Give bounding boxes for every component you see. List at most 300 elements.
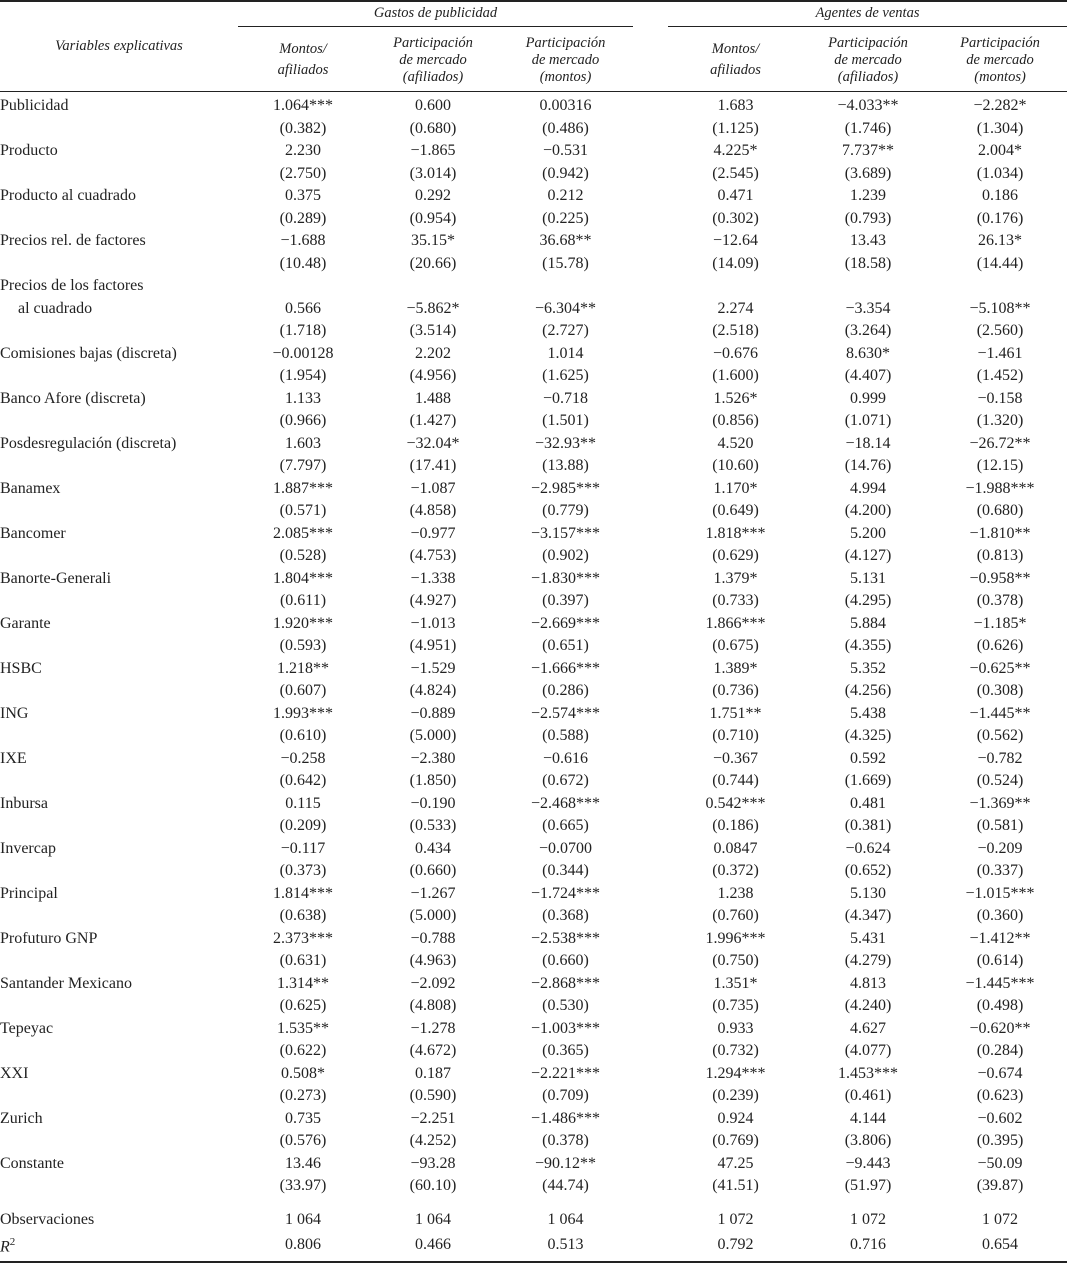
value-cell: −0.782 <box>977 749 1023 767</box>
row-label <box>0 1040 238 1063</box>
table-row-se <box>0 770 1067 793</box>
table-row-coef <box>0 973 1067 996</box>
row-label <box>0 455 238 478</box>
row-label: Posdesregulación (discreta) <box>0 434 177 452</box>
value-cell: −0.00128 <box>272 344 334 362</box>
value-cell: (12.15) <box>976 457 1024 474</box>
value-cell: (0.680) <box>409 119 457 137</box>
gap <box>633 1063 668 1086</box>
row-label: IXE <box>0 749 27 767</box>
table-row-se <box>0 680 1067 703</box>
value-cell: (5.000) <box>409 907 457 924</box>
row-label <box>0 253 238 276</box>
value-cell: (1.718) <box>279 322 327 339</box>
value-cell: (0.675) <box>712 637 759 654</box>
value-cell: (1.034) <box>976 164 1024 182</box>
row-label <box>0 163 238 186</box>
value-cell: (0.308) <box>976 682 1024 699</box>
gap <box>633 163 668 186</box>
table-row-se <box>0 635 1067 658</box>
gap <box>633 680 668 703</box>
column-header <box>803 29 933 92</box>
value-cell: 1.866*** <box>705 614 766 632</box>
gap <box>633 883 668 906</box>
row-label: Producto <box>0 142 58 159</box>
value-cell: −1.988*** <box>965 479 1035 497</box>
value-cell: (4.956) <box>409 367 457 384</box>
value-cell: 1.170* <box>713 479 758 497</box>
column-header-line: (afiliados) <box>402 68 464 85</box>
row-label: Garante <box>0 614 51 632</box>
value-cell: 1 064 <box>415 1210 451 1228</box>
value-cell: (0.709) <box>542 1087 589 1104</box>
value-cell: 2.373*** <box>273 929 333 947</box>
value-cell: (0.735) <box>712 997 759 1014</box>
value-cell: 1.920*** <box>273 614 333 632</box>
row-label <box>0 815 238 838</box>
value-cell: (0.732) <box>712 1042 759 1059</box>
row-label: Constante <box>0 1154 64 1172</box>
value-cell: 4.225* <box>713 142 758 159</box>
value-cell: −0.616 <box>542 749 589 767</box>
value-cell: (0.660) <box>409 862 457 879</box>
value-cell: (4.672) <box>409 1042 457 1059</box>
value-cell: (4.347) <box>844 907 892 924</box>
value-cell: −2.282* <box>973 97 1027 114</box>
table-row-stat <box>0 1231 1067 1262</box>
row-label <box>0 1231 238 1262</box>
value-cell: (0.966) <box>279 412 327 429</box>
value-cell: (1.320) <box>976 412 1024 429</box>
table-row-coef <box>0 1018 1067 1041</box>
value-cell: (51.97) <box>844 1177 892 1194</box>
row-label: Inbursa <box>0 794 48 812</box>
value-cell: 0.654 <box>933 1231 1067 1262</box>
column-header <box>368 29 498 92</box>
table-row-coef <box>0 838 1067 861</box>
value-cell: 7.737** <box>842 142 895 159</box>
value-cell: −2.221*** <box>530 1064 601 1082</box>
gap <box>633 298 668 321</box>
value-cell: (0.588) <box>542 727 589 744</box>
value-cell: (1.071) <box>844 412 892 429</box>
table-row-se <box>0 1130 1067 1153</box>
column-header-line: Montos/ <box>279 41 327 57</box>
value-cell: 8.630* <box>846 344 891 362</box>
value-cell: (0.954) <box>409 209 457 227</box>
value-cell: (0.942) <box>542 164 589 182</box>
value-cell: (4.753) <box>409 547 457 564</box>
value-cell: 1.488 <box>415 389 451 407</box>
row-label <box>0 118 238 141</box>
table-row-coef <box>0 658 1067 681</box>
row-label: Zurich <box>0 1109 43 1127</box>
value-cell: (4.252) <box>409 1132 457 1149</box>
gap <box>633 928 668 951</box>
table-row-se <box>0 815 1067 838</box>
value-cell: 0.792 <box>668 1231 803 1262</box>
value-cell: 0.471 <box>717 187 754 204</box>
table-row-coef <box>0 883 1067 906</box>
row-label: Precios de los factores <box>0 277 144 294</box>
table-row-se <box>0 500 1067 523</box>
value-cell: (39.87) <box>976 1177 1024 1194</box>
value-cell: (0.769) <box>712 1132 759 1149</box>
value-cell: (0.581) <box>976 817 1024 834</box>
value-cell: (0.622) <box>279 1042 327 1059</box>
value-cell: −0.367 <box>713 749 759 767</box>
spacer <box>0 1198 1067 1209</box>
gap <box>633 500 668 523</box>
gap <box>633 613 668 636</box>
table-row-se <box>0 860 1067 883</box>
value-cell: 0.508* <box>281 1064 325 1082</box>
value-cell: −1.529 <box>410 659 456 677</box>
table-row-se <box>0 163 1067 186</box>
value-cell: −2.574*** <box>530 704 601 722</box>
value-cell: (0.176) <box>976 209 1024 227</box>
table-row-coef <box>0 1063 1067 1086</box>
value-cell: 5.200 <box>850 524 887 542</box>
value-cell: −1.445** <box>969 704 1031 722</box>
value-cell: 0.513 <box>498 1231 633 1262</box>
row-label: Tepeyac <box>0 1019 54 1037</box>
gap <box>633 320 668 343</box>
table-row-coef <box>0 1108 1067 1131</box>
value-cell: 0.481 <box>850 794 887 812</box>
value-cell: 5.130 <box>850 884 887 902</box>
value-cell: 35.15* <box>411 232 455 249</box>
value-cell: (44.74) <box>542 1177 589 1194</box>
value-cell: 0.212 <box>547 187 584 204</box>
value-cell: (0.225) <box>542 209 589 227</box>
row-label <box>0 725 238 748</box>
value-cell: (4.927) <box>409 592 457 609</box>
gap <box>633 545 668 568</box>
value-cell: −1.003*** <box>530 1019 601 1037</box>
value-cell: 1 072 <box>982 1210 1019 1228</box>
value-cell: 1.351* <box>713 974 758 992</box>
value-cell: 1 064 <box>285 1210 321 1228</box>
table-row-coef <box>0 140 1067 163</box>
value-cell: −0.977 <box>410 524 456 542</box>
value-cell: 2.274 <box>717 299 754 317</box>
table-row-se <box>0 253 1067 276</box>
value-cell: (10.60) <box>712 457 759 474</box>
value-cell: 0.186 <box>982 187 1019 204</box>
value-cell: (3.264) <box>844 322 892 339</box>
value-cell: (0.638) <box>279 907 327 924</box>
row-label: Banamex <box>0 479 61 497</box>
value-cell: 1.014 <box>547 344 584 362</box>
column-header-line: (afiliados) <box>837 68 899 85</box>
value-cell: (4.951) <box>409 637 457 654</box>
value-cell: 47.25 <box>717 1154 754 1172</box>
value-cell: (0.378) <box>976 592 1024 609</box>
value-cell: 0.542*** <box>705 794 766 812</box>
value-cell: 1.814*** <box>273 884 333 902</box>
value-cell: 4.144 <box>850 1109 887 1127</box>
value-cell: (4.240) <box>844 997 892 1014</box>
value-cell: 4.813 <box>850 974 887 992</box>
value-cell: (0.239) <box>712 1087 759 1104</box>
value-cell: 2.085*** <box>273 524 333 542</box>
value-cell: −1.369** <box>969 794 1031 812</box>
value-cell: (0.378) <box>542 1132 589 1149</box>
value-cell: (4.355) <box>844 637 892 654</box>
value-cell: −0.958** <box>969 569 1031 587</box>
value-cell: 26.13* <box>978 232 1023 249</box>
row-label: Profuturo GNP <box>0 929 98 947</box>
value-cell: 2.004* <box>978 142 1023 159</box>
value-cell: −0.676 <box>713 344 759 362</box>
table-row-se <box>0 905 1067 928</box>
row-label <box>0 500 238 523</box>
row-label: Precios rel. de factores <box>0 232 146 249</box>
value-cell: −90.12** <box>534 1154 597 1172</box>
table-row-coef <box>0 703 1067 726</box>
value-cell: −1.013 <box>410 614 456 632</box>
value-cell: (14.76) <box>844 457 892 474</box>
value-cell: (0.590) <box>409 1087 457 1104</box>
row-label: Comisiones bajas (discreta) <box>0 344 177 362</box>
value-cell: (0.289) <box>279 209 327 227</box>
row-label: Principal <box>0 884 58 902</box>
table-row-coef <box>0 523 1067 546</box>
table-row-coef <box>0 230 1067 253</box>
value-cell: −2.538*** <box>530 929 601 947</box>
value-cell: (0.660) <box>542 952 589 969</box>
value-cell: (0.381) <box>844 817 892 834</box>
gap <box>633 1231 668 1262</box>
value-cell: 4.520 <box>717 434 754 452</box>
value-cell: 0.592 <box>850 749 887 767</box>
table-row-se <box>0 410 1067 433</box>
value-cell: −1.724*** <box>530 884 601 902</box>
value-cell: −1.278 <box>410 1019 456 1037</box>
value-cell: 1.993*** <box>273 704 333 722</box>
value-cell: 0.735 <box>285 1109 321 1127</box>
table-row-coef <box>0 92 1067 118</box>
value-cell: 1.751** <box>709 704 762 722</box>
value-cell: (0.286) <box>542 682 589 699</box>
value-cell: −1.445*** <box>965 974 1035 992</box>
value-cell: (4.127) <box>844 547 892 564</box>
value-cell: (20.66) <box>409 254 457 272</box>
column-header-line: afiliados <box>277 62 329 78</box>
value-cell: (1.452) <box>976 367 1024 384</box>
value-cell: 5.431 <box>850 929 887 947</box>
value-cell: (4.824) <box>409 682 457 699</box>
gap <box>633 1209 668 1232</box>
value-cell: −2.669*** <box>530 614 601 632</box>
value-cell: (10.48) <box>279 254 327 272</box>
value-cell: (3.806) <box>844 1132 892 1149</box>
value-cell: −0.718 <box>542 389 589 407</box>
gap <box>633 635 668 658</box>
value-cell: 1.603 <box>285 434 321 452</box>
value-cell: 1.238 <box>717 884 754 902</box>
r-squared-label: R <box>0 1238 10 1256</box>
value-cell: (0.623) <box>976 1087 1024 1104</box>
value-cell: 0.600 <box>415 97 451 114</box>
value-cell: (4.256) <box>844 682 892 699</box>
table-row-se <box>0 1085 1067 1108</box>
value-cell: 13.43 <box>850 232 887 249</box>
value-cell: 0.924 <box>717 1109 754 1127</box>
value-cell: (0.793) <box>844 209 892 227</box>
value-cell: (0.680) <box>976 502 1024 519</box>
gap <box>633 793 668 816</box>
value-cell: (0.528) <box>279 547 327 564</box>
value-cell: (1.954) <box>279 367 327 384</box>
value-cell: (0.750) <box>712 952 759 969</box>
table-row-se <box>0 995 1067 1018</box>
column-header-line: Montos/ <box>711 41 760 57</box>
table-row-coef <box>0 388 1067 411</box>
gap <box>633 950 668 973</box>
value-cell: 5.131 <box>850 569 887 587</box>
value-cell: 1.818*** <box>705 524 766 542</box>
value-cell: (2.727) <box>542 322 589 339</box>
column-header <box>238 29 368 92</box>
value-cell: −5.108** <box>969 299 1031 317</box>
value-cell: −2.380 <box>410 749 456 767</box>
value-cell: −2.468*** <box>530 794 601 812</box>
table-row-coef <box>0 613 1067 636</box>
row-label: Observaciones <box>0 1210 95 1228</box>
gap <box>633 455 668 478</box>
value-cell: (4.295) <box>844 592 892 609</box>
value-cell: 1.996*** <box>705 929 766 947</box>
value-cell: 0.806 <box>238 1231 368 1262</box>
value-cell: 4.627 <box>850 1019 887 1037</box>
table-row-se <box>0 545 1067 568</box>
value-cell: 1.239 <box>850 187 887 204</box>
value-cell: −1.830*** <box>530 569 601 587</box>
value-cell: −0.625** <box>969 659 1031 677</box>
value-cell: (4.200) <box>844 502 892 519</box>
value-cell: (0.710) <box>712 727 759 744</box>
value-cell: −2.868*** <box>530 974 601 992</box>
gap <box>633 748 668 771</box>
value-cell: 1.804*** <box>273 569 333 587</box>
value-cell: 5.352 <box>850 659 887 677</box>
column-header-line: (montos) <box>539 68 592 85</box>
row-label <box>0 1085 238 1108</box>
row-label <box>0 770 238 793</box>
gap <box>633 703 668 726</box>
value-cell: (0.607) <box>279 682 327 699</box>
gap <box>633 815 668 838</box>
value-cell: 1.683 <box>717 97 754 114</box>
row-label: al cuadrado <box>18 299 93 317</box>
value-cell: 2.230 <box>285 142 321 159</box>
row-label <box>0 995 238 1018</box>
value-cell: −93.28 <box>410 1154 456 1172</box>
value-cell: (0.395) <box>976 1132 1024 1149</box>
group-header-sales-agents: Agentes de ventas <box>668 1 1067 29</box>
value-cell: (0.302) <box>712 209 759 227</box>
value-cell: (1.746) <box>844 119 892 137</box>
row-label <box>0 635 238 658</box>
gap <box>633 568 668 591</box>
value-cell: −0.209 <box>977 839 1023 857</box>
value-cell: −1.267 <box>410 884 456 902</box>
value-cell: −0.531 <box>542 142 589 159</box>
value-cell: (0.533) <box>409 817 457 834</box>
gap <box>633 973 668 996</box>
gap <box>633 365 668 388</box>
value-cell: 4.994 <box>850 479 887 497</box>
table-row-label <box>0 275 1067 298</box>
value-cell: (1.600) <box>712 367 759 384</box>
value-cell: −50.09 <box>977 1154 1023 1172</box>
value-cell: 36.68** <box>539 232 592 249</box>
gap <box>633 343 668 366</box>
value-cell: (0.651) <box>542 637 589 654</box>
value-cell: 1.218** <box>277 659 329 677</box>
value-cell: −0.620** <box>969 1019 1031 1037</box>
value-cell: (2.560) <box>976 322 1024 339</box>
table-row-coef <box>0 928 1067 951</box>
row-label: Banorte-Generali <box>0 569 112 587</box>
value-cell: 1.887*** <box>273 479 333 497</box>
row-label: Invercap <box>0 839 56 857</box>
gap <box>633 523 668 546</box>
value-cell: −1.865 <box>410 142 456 159</box>
value-cell: −2.985*** <box>530 479 601 497</box>
row-label <box>0 410 238 433</box>
value-cell: (0.744) <box>712 772 759 789</box>
gap <box>633 185 668 208</box>
value-cell: −0.788 <box>410 929 456 947</box>
value-cell: −0.624 <box>845 839 891 857</box>
value-cell: (2.518) <box>712 322 759 339</box>
value-cell: −0.190 <box>410 794 456 812</box>
value-cell: −6.304** <box>534 299 597 317</box>
value-cell: (15.78) <box>542 254 589 272</box>
value-cell: (0.611) <box>279 592 327 609</box>
value-cell: (0.652) <box>844 862 892 879</box>
value-cell: −1.810** <box>969 524 1031 542</box>
value-cell: (0.642) <box>279 772 327 789</box>
value-cell: −9.443 <box>845 1154 891 1172</box>
value-cell: (0.562) <box>976 727 1024 744</box>
value-cell: (0.337) <box>976 862 1024 879</box>
table-row-se <box>0 118 1067 141</box>
gap <box>633 770 668 793</box>
value-cell: (4.077) <box>844 1042 892 1059</box>
value-cell: (14.44) <box>976 254 1024 272</box>
value-cell: (5.000) <box>409 727 457 744</box>
value-cell: (1.125) <box>712 119 759 137</box>
row-label <box>0 680 238 703</box>
value-cell: (14.09) <box>712 254 759 272</box>
gap <box>633 1130 668 1153</box>
row-label: Bancomer <box>0 524 66 542</box>
table-row-coef <box>0 343 1067 366</box>
value-cell: −0.258 <box>280 749 326 767</box>
value-cell: (0.576) <box>279 1132 327 1149</box>
column-header-line: Participación <box>960 34 1040 51</box>
value-cell: (0.382) <box>279 119 327 137</box>
value-cell: (1.501) <box>542 412 589 429</box>
value-cell: (1.625) <box>542 367 589 384</box>
value-cell: (13.88) <box>542 457 589 474</box>
value-cell: (4.963) <box>409 952 457 969</box>
table-row-se <box>0 725 1067 748</box>
